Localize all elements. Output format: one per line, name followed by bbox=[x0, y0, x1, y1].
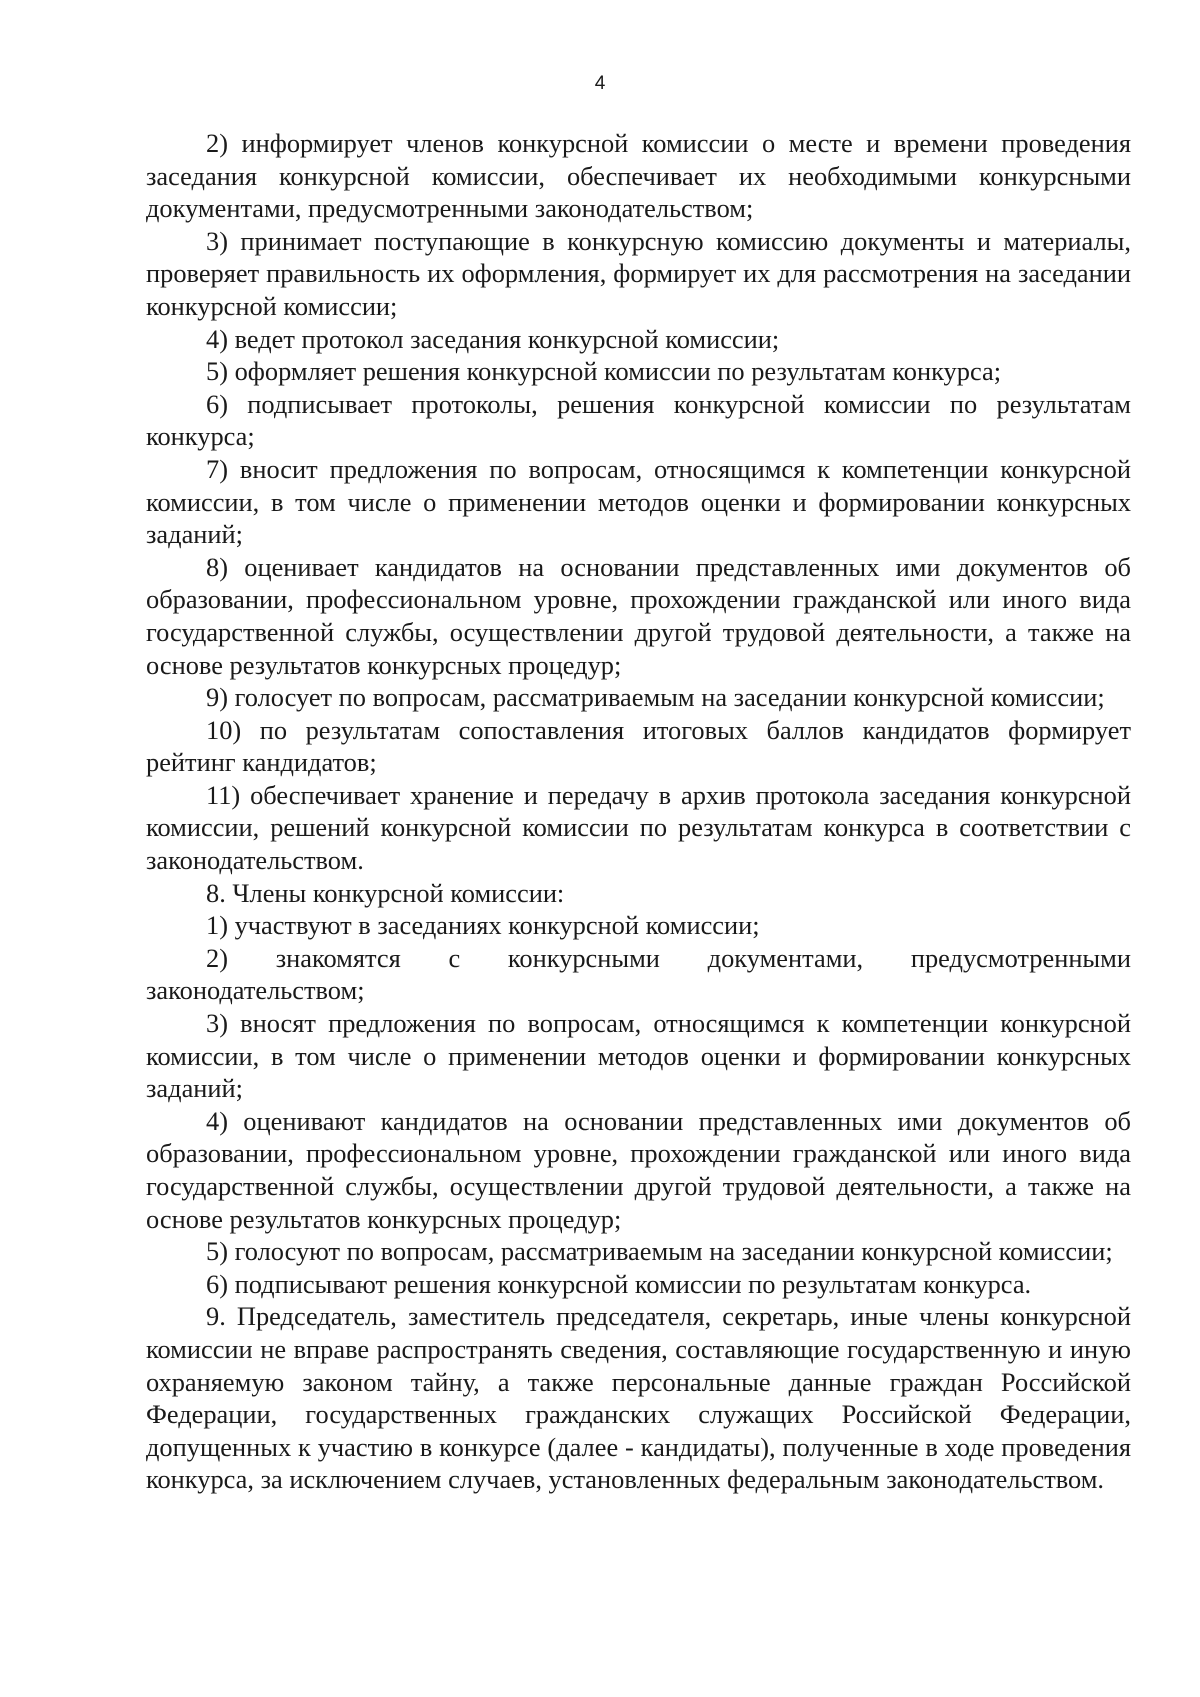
members-item-2: 2) знакомятся с конкурсными документами, предусмотренными законодательством; bbox=[146, 942, 1131, 1006]
paragraph-item-3: 3) принимает поступающие в конкурсную комиссию документы и материалы, проверяет правильность их оформления, формирует их для рассмотрения на заседании конкурсной комиссии; bbox=[146, 225, 1131, 321]
paragraph-item-10: 10) по результатам сопоставления итоговых баллов кандидатов формирует рейтинг кандидатов; bbox=[146, 714, 1131, 778]
section-heading-8: 8. Члены конкурсной комиссии: bbox=[206, 877, 565, 908]
paragraph-item-7: 7) вносит предложения по вопросам, относящимся к компетенции конкурсной комиссии, в том числе о применении методов оценки и формировании конкурсных заданий; bbox=[146, 453, 1131, 550]
paragraph-item-2: 2) информирует членов конкурсной комиссии о месте и времени проведения заседания конкурсной комиссии, обеспечивает их необходимыми конкурсными документами, предусмотренными законодательством; bbox=[146, 128, 1131, 224]
document-body bbox=[146, 127, 1131, 1496]
members-item-5: 5) голосуют по вопросам, рассматриваемым на заседании конкурсной комиссии; bbox=[206, 1236, 1113, 1267]
members-item-4: 4) оценивают кандидатов на основании представленных ими документов об образовании, профессиональном уровне, прохождении гражданской или иного вида государственной службы, осуществлении другой трудовой деятельности, а также на основе результатов конкурсных процедур; bbox=[146, 1105, 1131, 1234]
paragraph-item-11: 11) обеспечивает хранение и передачу в архив протокола заседания конкурсной комиссии, решений конкурсной комиссии по результатам конкурса в соответствии с законодательством. bbox=[146, 779, 1131, 876]
paragraph-item-9: 9) голосует по вопросам, рассматриваемым на заседании конкурсной комиссии; bbox=[206, 682, 1105, 713]
paragraph-item-8: 8) оценивает кандидатов на основании представленных ими документов об образовании, профессиональном уровне, прохождении гражданской или иного вида государственной службы, осуществлении другой трудовой деятельности, а также на основе результатов конкурсных процедур; bbox=[146, 551, 1131, 680]
paragraph-item-5: 5) оформляет решения конкурсной комиссии по результатам конкурса; bbox=[206, 356, 1002, 387]
members-item-3: 3) вносят предложения по вопросам, относящимся к компетенции конкурсной комиссии, в том числе о применении методов оценки и формировании конкурсных заданий; bbox=[146, 1008, 1131, 1104]
paragraph-item-6: 6) подписывает протоколы, решения конкурсной комиссии по результатам конкурса; bbox=[146, 388, 1131, 452]
paragraph-item-4: 4) ведет протокол заседания конкурсной комиссии; bbox=[206, 323, 780, 354]
members-item-1: 1) участвуют в заседаниях конкурсной комиссии; bbox=[206, 910, 760, 941]
members-item-6: 6) подписывают решения конкурсной комиссии по результатам конкурса. bbox=[206, 1268, 1032, 1299]
page-number: 4 bbox=[594, 73, 606, 94]
section-paragraph-9: 9. Председатель, заместитель председателя, секретарь, иные члены конкурсной комиссии не вправе распространять сведения, составляющие государственную и иную охраняемую законом тайну, а также персональные данные граждан Российской Федерации, государственных гражданских служащих Российской Федерации, допущенных к участию в конкурсе (далее - кандидаты), полученные в ходе проведения конкурса, за исключением случаев, установленных федеральным законодательством. bbox=[146, 1301, 1131, 1495]
